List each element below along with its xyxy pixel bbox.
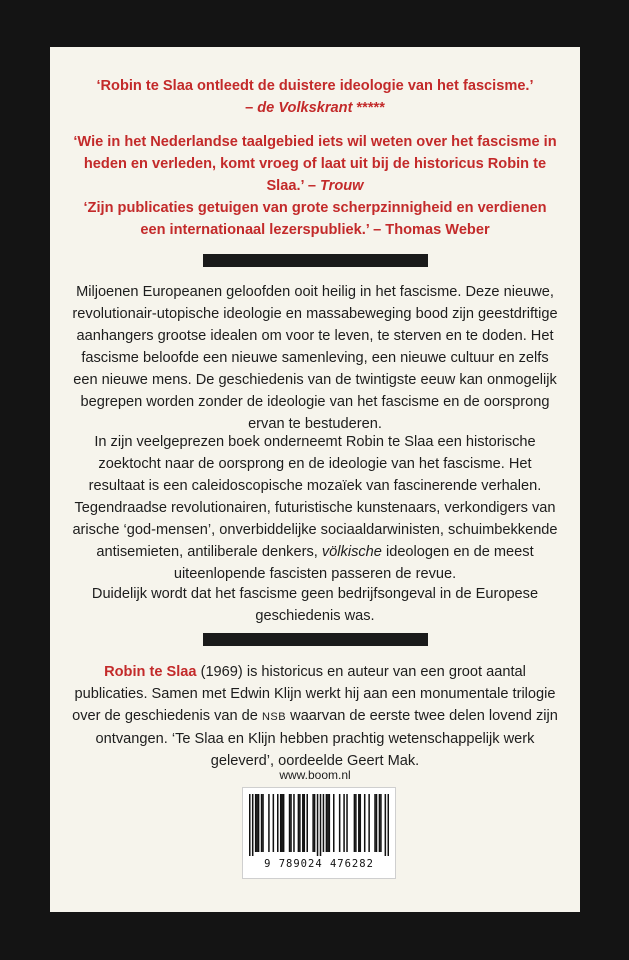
barcode-bar [379,794,381,852]
barcode-bar [323,794,325,852]
paragraph-text: ideologen en de meest uiteenlopende fascisten passeren de revue. [173,544,534,582]
barcode-bar [299,794,301,852]
review-quote-3 [70,197,560,241]
barcode-bar [262,794,264,852]
quote-rating: ***** [352,100,385,116]
barcode-bar [364,794,366,852]
barcode-bar [255,794,257,852]
author-bio-text: waarvan de eerste twee delen lovend zijn ontvangen. ‘Te Slaa en Klijn hebben prachtig wetenschappelijk werk geleverd’, oordeelde Geert Mak. [95,708,558,769]
barcode-bar [298,794,300,852]
barcode-bar [327,794,329,852]
barcode-bar [290,794,292,852]
barcode-bar [346,794,348,852]
barcode-bar [354,794,356,852]
quote-source-prefix: – [245,100,258,116]
quote-source: de Volkskrant [257,100,353,116]
barcode-bar [343,794,345,852]
paragraph-text: In zijn veelgeprezen boek onderneemt Robin te Slaa een historische zoektocht naar de oorsprong en de ideologie van het fascisme. Het resultaat is een caleidoscopische mozaïek van fascinerende verhalen. Tegendraadse revolutionairen, futuristische kunstenaars, verkondigers van arische ‘god-mensen’, onverbiddelijke sociaaldarwinisten, schuimbekkende antisemieten, antiliberale denkers, [72,434,558,560]
back-cover-content [50,47,580,912]
review-quote-1 [70,75,560,119]
author-name: Robin te Slaa [104,664,197,680]
author-bio-text: (1969) is historicus en auteur van een groot aantal publicaties. Samen met Edwin Klijn werkt hij aan een monumentale trilogie over de geschiedenis van de [72,664,556,724]
barcode-bar [388,794,389,856]
barcode-bar [385,794,387,856]
barcode-bar [333,794,335,852]
barcode-bar [281,794,283,852]
barcode-bar [374,794,376,852]
review-quote-2 [70,131,560,197]
paragraph-italic: völkische [321,544,382,560]
description-paragraph-1: Miljoenen Europeanen geloofden ooit heilig in het fascisme. Deze nieuwe, revolutionair-utopische ideologie en massabeweging bood zijn geestdriftige aanhangers grootse idealen om voor te leven, te sterven en te doden. Het fascisme beloofde een nieuwe samenleving, een nieuwe cultuur en zelfs een nieuwe mens. De geschiedenis van de twintigste eeuw kan onmogelijk begrepen worden zonder de ideologie van het fascisme en de oorsprong ervan te bestuderen. [72,284,558,432]
barcode-bar [358,794,360,852]
barcode-bar [280,794,282,852]
barcode-bar [256,794,258,852]
barcode-bar [339,794,341,852]
barcode-bar [293,794,295,852]
barcode-bars [249,794,389,856]
author-bio [70,661,560,772]
barcode-bar [317,794,319,856]
barcode-bar [252,794,254,856]
barcode-bar [258,794,260,852]
isbn-digits: 9 789024 476282 [264,858,374,870]
barcode-bar [302,794,304,852]
quote-source-prefix: – [303,178,321,194]
divider-bar-bottom [203,633,428,646]
barcode-bar [355,794,357,852]
barcode-bar [368,794,370,852]
barcode-bar [306,794,308,852]
barcode-bar [268,794,270,852]
barcode-bar [249,794,251,856]
publisher-url[interactable]: www.boom.nl [279,768,351,782]
barcode-bar [380,794,382,852]
quote-source-prefix: – [369,222,386,238]
barcode-bar [320,794,322,856]
quote-source: Thomas Weber [385,222,490,238]
barcode-bar [314,794,316,852]
barcode-bar [289,794,291,852]
quote-text: ‘Zijn publicaties getuigen van grote scherpzinnigheid en verdienen een internationaal lezerspubliek.’ [83,200,547,238]
barcode-bar [329,794,331,852]
barcode-bar [283,794,285,852]
barcode-bar [277,794,279,852]
isbn-barcode [242,787,396,879]
barcode-bar [312,794,314,852]
description-paragraph-3: Duidelijk wordt dat het fascisme geen bedrijfsongeval in de Europese geschiedenis was. [91,586,539,624]
quote-text: ‘Wie in het Nederlandse taalgebied iets wil weten over het fascisme in heden en verleden, komt vroeg of laat uit bij de historicus Robin te Slaa.’ [73,134,557,194]
barcode-bar [273,794,275,852]
quote-source: Trouw [320,178,364,194]
barcode-bar [326,794,328,852]
barcode-bar [304,794,306,852]
author-bio-abbr: NSB [261,711,287,723]
barcode-bar [261,794,263,852]
description-paragraph-2 [70,431,560,585]
back-cover-panel [50,47,580,912]
divider-bar-top [203,254,428,267]
barcode-bar [376,794,378,852]
quote-text: ‘Robin te Slaa ontleedt de duistere ideologie van het fascisme.’ [96,78,534,94]
barcode-bar [360,794,362,852]
